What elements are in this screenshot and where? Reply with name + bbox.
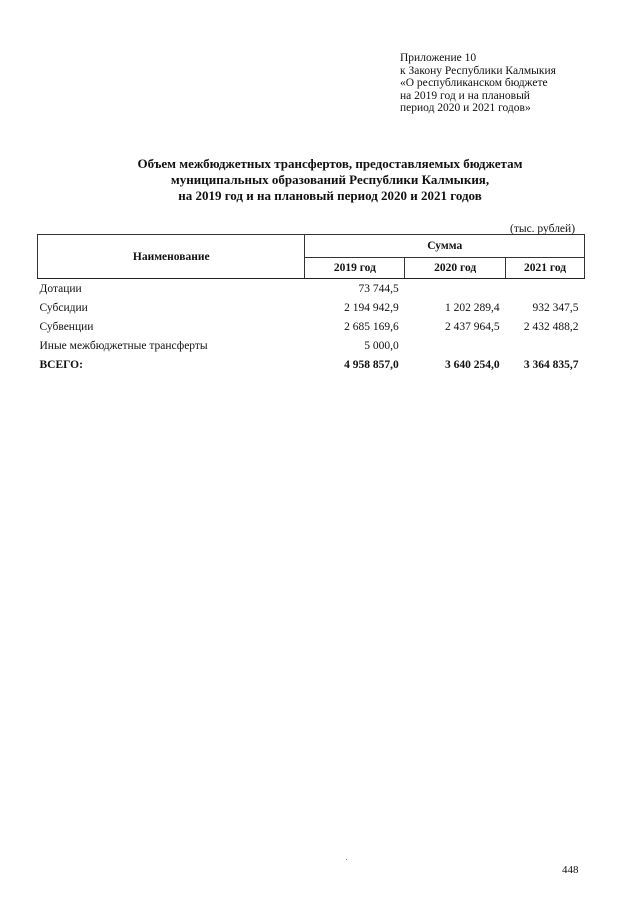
cell-2020: [405, 279, 506, 299]
row-name: Иные межбюджетные трансферты: [39, 339, 208, 352]
document-title: [30, 156, 630, 204]
cell-2021: [506, 336, 585, 355]
table-row-total: [38, 355, 585, 374]
cell-2019: 2 685 169,6: [344, 320, 399, 333]
row-name: Дотации: [39, 282, 82, 295]
title-line: Объем межбюджетных трансфертов, предоставляемых бюджетам: [137, 156, 523, 171]
row-name: Субсидии: [39, 301, 88, 314]
header-year-2021: 2021 год: [506, 258, 585, 279]
appendix-line: к Закону Республики Калмыкия: [400, 64, 556, 77]
cell-2021: 2 432 488,2: [523, 320, 579, 333]
header-name: Наименование: [38, 235, 305, 279]
table-row: [38, 298, 585, 317]
row-name: Субвенции: [39, 320, 94, 333]
title-line: на 2019 год и на плановый период 2020 и 2021 годов: [178, 188, 482, 203]
header-sum: Сумма: [305, 235, 585, 258]
header-year-2019: 2019 год: [305, 258, 405, 279]
appendix-line: период 2020 и 2021 годов»: [400, 102, 531, 115]
row-name: ВСЕГО:: [39, 358, 83, 371]
cell-2019: 73 744,5: [358, 282, 399, 295]
units-label: (тыс. рублей): [510, 223, 576, 235]
cell-2019: 2 194 942,9: [344, 301, 399, 314]
cell-2019: 4 958 857,0: [344, 358, 399, 371]
cell-2020: 1 202 289,4: [444, 301, 500, 314]
appendix-line: «О республиканском бюджете: [400, 77, 548, 90]
cell-2021: [506, 279, 585, 299]
cell-2020: [405, 336, 506, 355]
cell-2021: 932 347,5: [532, 301, 579, 314]
table-row: [38, 317, 585, 336]
table-row: [38, 336, 585, 355]
cell-2020: 2 437 964,5: [444, 320, 500, 333]
page-number: 448: [562, 864, 579, 876]
cell-2019: 5 000,0: [364, 339, 399, 352]
transfers-table: [37, 234, 585, 374]
scan-artifact: [346, 859, 347, 860]
table-row: [38, 279, 585, 299]
cell-2020: 3 640 254,0: [444, 358, 500, 371]
title-line: муниципальных образований Республики Калмыкия,: [170, 172, 490, 187]
cell-2021: 3 364 835,7: [523, 358, 579, 371]
appendix-note: [400, 52, 556, 115]
appendix-line: на 2019 год и на плановый: [400, 89, 530, 102]
appendix-line: Приложение 10: [400, 52, 477, 64]
header-year-2020: 2020 год: [405, 258, 506, 279]
